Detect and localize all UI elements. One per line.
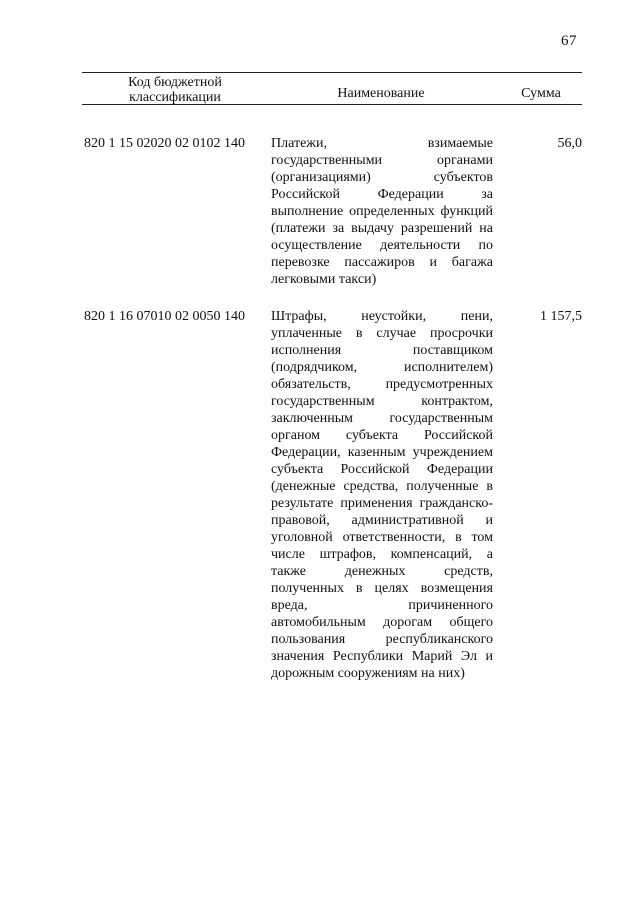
row-code: 820 1 16 07010 02 0050 140 — [84, 309, 245, 324]
header-bottom-rule — [82, 104, 582, 105]
row-name: Штрафы, неустойки, пени, уплаченные в случае просрочки исполнения поставщиком (подрядчиком, исполнителем) обязательств, предусмотренных государственным контрактом, заключенным государственным органом субъекта Российской Федерации, казенным учреждением субъекта Российской Федерации (денежные средства, полученные в результате применения гражданско-правовой, административной и уголовной ответственности, в том числе штрафов, компенсаций, а также денежных средств, полученных в целях возмещения вреда, причиненного автомобильным дорогам общего пользования республиканского значения Республики Марий Эл и дорожным сооружениям на них) — [271, 309, 493, 681]
header-name: Наименование — [337, 86, 425, 101]
row-sum: 56,0 — [557, 136, 582, 151]
row-code: 820 1 15 02020 02 0102 140 — [84, 136, 245, 151]
row-name: Платежи, взимаемые государственными органами (организациями) субъектов Российской Федерации за выполнение определенных функций (платежи за выдачу разрешений на осуществление деятельности по перевозке пассажиров и багажа легковыми такси) — [271, 136, 493, 287]
row-sum: 1 157,5 — [540, 309, 582, 324]
header-sum: Сумма — [521, 86, 561, 101]
header-code: Код бюджетной классификации — [128, 75, 222, 105]
header-top-rule — [82, 72, 582, 73]
page-number: 67 — [561, 33, 577, 49]
